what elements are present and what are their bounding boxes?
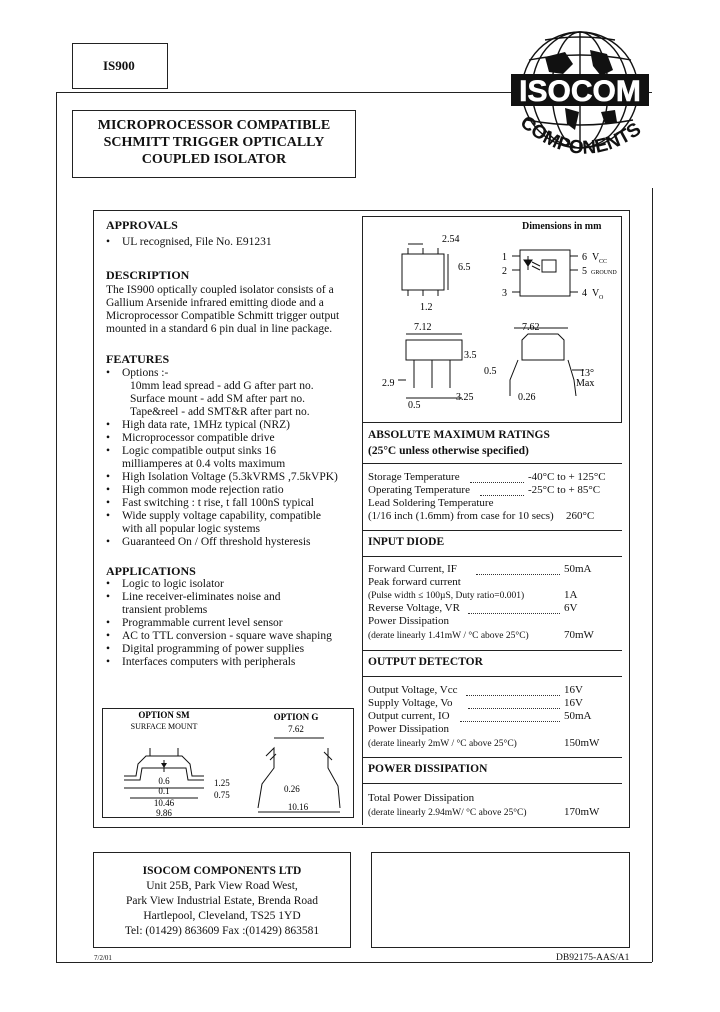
option-g-dim-762: 7.62 — [288, 724, 304, 734]
footer-date: 7/2/01 — [94, 954, 112, 962]
dim-2-54: 2.54 — [442, 234, 460, 245]
output-current-value: 50mA — [564, 710, 592, 722]
option-sm-dim-075: 0.75 — [214, 790, 230, 800]
list-item: • Microprocessor compatible drive — [100, 432, 338, 445]
dim-0-5b: 0.5 — [408, 400, 421, 411]
option-g-dim-1016: 10.16 — [287, 802, 309, 812]
list-item: • Logic to logic isolator — [100, 578, 332, 591]
rating-soldering-value: 260°C — [566, 510, 595, 522]
rating-operating-value: -25°C to + 85°C — [528, 484, 601, 496]
option-sm-dim-1046: 10.46 — [153, 798, 175, 808]
list-item: • Fast switching : t rise, t fall 100nS typical — [100, 497, 338, 510]
pin-6-vcc: V — [592, 252, 600, 263]
rating-soldering-detail: (1/16 inch (1.6mm) from case for 10 secs) — [368, 510, 554, 522]
part-number-box — [72, 43, 168, 89]
pin-4-vo-sub: O — [599, 295, 604, 301]
ratings-heading: ABSOLUTE MAXIMUM RATINGS — [368, 429, 550, 441]
input-derate-value: 70mW — [564, 629, 594, 641]
output-supply-label: Supply Voltage, Vo — [368, 697, 453, 709]
dimensions-title: Dimensions in mm — [522, 221, 602, 232]
dim-13-deg: 13° — [580, 368, 594, 379]
input-peak-current-label: Peak forward current — [368, 576, 461, 588]
dim-3-5: 3.5 — [464, 350, 477, 361]
applications-list — [100, 578, 332, 669]
pin-5: 5 — [582, 266, 587, 277]
leader-dots — [480, 495, 524, 496]
dim-2-9: 2.9 — [382, 378, 395, 389]
dim-0-5a: 0.5 — [484, 366, 497, 377]
ratings-divider-3 — [362, 556, 622, 557]
input-pulse-label: (Pulse width ≤ 100µS, Duty ratio=0.001) — [368, 591, 525, 601]
company-address-3: Hartlepool, Cleveland, TS25 1YD — [143, 910, 301, 922]
output-supply-value: 16V — [564, 697, 583, 709]
list-item: • Digital programming of power supplies — [100, 643, 332, 656]
option-sm-title: OPTION SM — [138, 710, 190, 720]
list-item: • High data rate, 1MHz typical (NRZ) — [100, 419, 338, 432]
power-dissipation-heading: POWER DISSIPATION — [368, 763, 488, 775]
power-total-label: Total Power Dissipation — [368, 792, 475, 804]
rating-storage-label: Storage Temperature — [368, 471, 460, 483]
approvals-heading: APPROVALS — [106, 218, 178, 232]
applications-heading: APPLICATIONS — [106, 564, 196, 578]
list-item: • AC to TTL conversion - square wave shaping — [100, 630, 332, 643]
ratings-divider-5 — [362, 676, 622, 677]
list-item: • Wide supply voltage capability, compatible — [100, 510, 338, 523]
list-item: • High common mode rejection ratio — [100, 484, 338, 497]
dim-max: Max — [576, 378, 595, 389]
leader-dots — [476, 574, 560, 575]
ratings-divider-4 — [362, 650, 622, 651]
list-item: • Interfaces computers with peripherals — [100, 656, 332, 669]
approvals-list — [100, 236, 272, 249]
right-frame-line — [652, 188, 653, 962]
output-voltage-label: Output Voltage, Vcc — [368, 684, 458, 696]
option-sm-dim-01: 0.1 — [158, 786, 170, 796]
dim-1-2: 1.2 — [420, 302, 433, 313]
dim-6-5: 6.5 — [458, 262, 471, 273]
ratings-column-line — [362, 423, 363, 825]
title-line-3: COUPLED ISOLATOR — [141, 152, 287, 167]
description-line-2: Gallium Arsenide infrared emitting diode and a — [106, 297, 324, 309]
ratings-divider-2 — [362, 530, 622, 531]
output-voltage-value: 16V — [564, 684, 583, 696]
footer-document-number: DB92175-AAS/A1 — [556, 953, 630, 963]
isocom-logo — [505, 12, 655, 192]
list-item: milliamperes at 0.4 volts maximum — [122, 458, 286, 470]
output-current-label: Output current, IO — [368, 710, 450, 722]
list-item: Surface mount - add SM after part no. — [130, 393, 306, 405]
pin-2: 2 — [502, 266, 507, 277]
title-box — [72, 110, 356, 178]
list-item: • Options :- — [100, 367, 338, 380]
description-heading: DESCRIPTION — [106, 268, 190, 282]
option-g-dim-026: 0.26 — [284, 784, 300, 794]
dim-0-26: 0.26 — [518, 392, 536, 403]
logo-isocom-text: ISOCOM — [519, 75, 641, 108]
ratings-divider-1 — [362, 463, 622, 464]
option-sm-dim-06: 0.6 — [158, 776, 170, 786]
company-name: ISOCOM COMPONENTS LTD — [142, 865, 302, 877]
list-item: • Line receiver-eliminates noise and — [100, 591, 332, 604]
input-diode-heading: INPUT DIODE — [368, 536, 445, 548]
features-list — [100, 367, 338, 549]
option-sm-subtitle: SURFACE MOUNT — [130, 722, 198, 731]
input-reverse-voltage-value: 6V — [564, 602, 578, 614]
title-line-2: SCHMITT TRIGGER OPTICALLY — [103, 135, 325, 150]
pin-5-ground: GROUND — [591, 270, 617, 276]
ratings-divider-6 — [362, 757, 622, 758]
list-item: • Logic compatible output sinks 16 — [100, 445, 338, 458]
dim-7-62: 7.62 — [522, 322, 540, 333]
ratings-subheading: (25°C unless otherwise specified) — [368, 445, 529, 457]
part-number: IS900 — [103, 58, 135, 73]
company-address-2: Park View Industrial Estate, Brenda Road — [126, 895, 318, 907]
dim-3-25: 3.25 — [456, 392, 474, 403]
rating-operating-label: Operating Temperature — [368, 484, 470, 496]
option-sm-drawing — [102, 708, 242, 818]
leader-dots — [470, 482, 524, 483]
pin-4-vo: V — [592, 288, 600, 299]
power-derate-value: 170mW — [564, 806, 600, 818]
list-item: • Guaranteed On / Off threshold hysteresis — [100, 536, 338, 549]
blank-footer-box — [371, 852, 630, 948]
pin-6-vcc-sub: CC — [599, 259, 608, 265]
list-item: • High Isolation Voltage (5.3kVRMS ,7.5kVPK) — [100, 471, 338, 484]
option-sm-dim-125: 1.25 — [214, 778, 230, 788]
logo-components-text: COMPONENTS — [515, 112, 646, 159]
output-detector-heading: OUTPUT DETECTOR — [368, 656, 483, 668]
title-line-1: MICROPROCESSOR COMPATIBLE — [97, 118, 331, 133]
company-box — [93, 852, 351, 948]
leader-dots — [468, 708, 560, 709]
list-item: with all popular logic systems — [122, 523, 260, 535]
list-item: transient problems — [122, 604, 208, 616]
description-line-4: mounted in a standard 6 pin dual in line package. — [106, 323, 333, 335]
list-item: • UL recognised, File No. E91231 — [100, 236, 272, 249]
description-line-3: Microprocessor Compatible Schmitt trigger output — [106, 310, 340, 322]
input-forward-current-label: Forward Current, IF — [368, 563, 457, 575]
input-reverse-voltage-label: Reverse Voltage, VR — [368, 602, 460, 614]
pin-3: 3 — [502, 288, 507, 299]
option-g-title: OPTION G — [273, 712, 319, 722]
rating-soldering-label: Lead Soldering Temperature — [368, 497, 494, 509]
dim-7-12: 7.12 — [414, 322, 432, 333]
input-power-label: Power Dissipation — [368, 615, 449, 627]
list-item: 10mm lead spread - add G after part no. — [130, 380, 314, 392]
leader-dots — [466, 695, 560, 696]
pin-6: 6 — [582, 252, 587, 263]
description-line-1: The IS900 optically coupled isolator consists of a — [106, 284, 334, 296]
input-derate-label: (derate linearly 1.41mW / °C above 25°C) — [368, 631, 529, 641]
rating-storage-value: -40°C to + 125°C — [528, 471, 606, 483]
output-power-label: Power Dissipation — [368, 723, 449, 735]
list-item: Tape&reel - add SMT&R after part no. — [130, 406, 310, 418]
package-dimension-drawing — [362, 230, 622, 423]
leader-dots — [468, 613, 560, 614]
features-heading: FEATURES — [106, 352, 170, 366]
list-item: • Programmable current level sensor — [100, 617, 332, 630]
company-phone-fax: Tel: (01429) 863609 Fax :(01429) 863581 — [124, 925, 320, 937]
output-derate-label: (derate linearly 2mW / °C above 25°C) — [368, 739, 517, 749]
pin-1: 1 — [502, 252, 507, 263]
option-g-drawing — [240, 708, 352, 818]
input-pulse-value: 1A — [564, 589, 578, 601]
option-sm-dim-986: 9.86 — [156, 808, 172, 818]
input-forward-current-value: 50mA — [564, 563, 592, 575]
left-frame-line — [56, 92, 57, 962]
output-derate-value: 150mW — [564, 737, 600, 749]
pin-4: 4 — [582, 288, 587, 299]
power-derate-label: (derate linearly 2.94mW/ °C above 25°C) — [368, 808, 527, 818]
leader-dots — [460, 721, 560, 722]
ratings-divider-7 — [362, 783, 622, 784]
company-address-1: Unit 25B, Park View Road West, — [146, 880, 298, 892]
